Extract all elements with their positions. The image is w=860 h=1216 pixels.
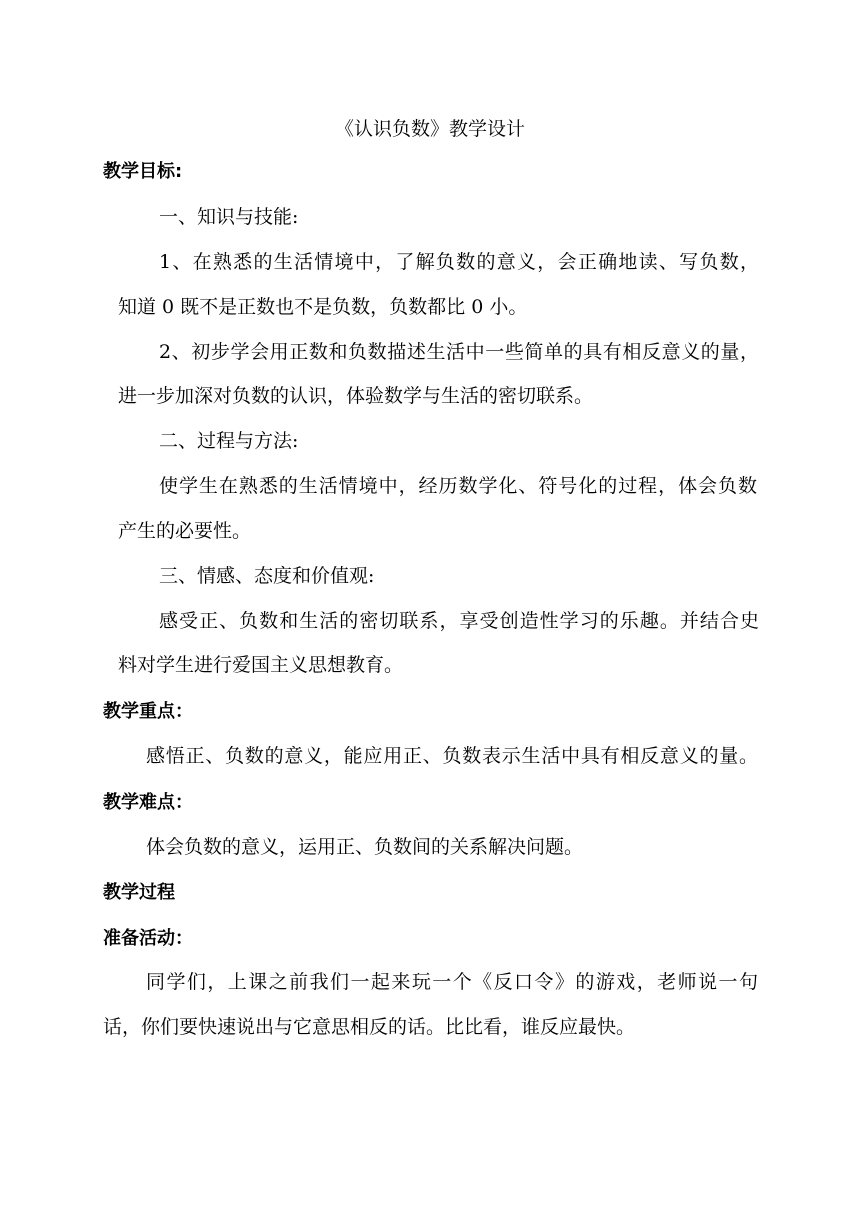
difficulty-heading: 教学难点：: [103, 792, 193, 813]
preparation-heading: 准备活动：: [103, 928, 193, 949]
knowledge-item-1-line-2: 知道 0 既不是正数也不是负数，负数都比 0 小。: [118, 296, 528, 318]
preparation-line-2: 话，你们要快速说出与它意思相反的话。比比看，谁反应最快。: [103, 1016, 636, 1038]
key-points-heading: 教学重点：: [103, 701, 193, 722]
knowledge-item-2-line-2: 进一步加深对负数的认识，体验数学与生活的密切联系。: [118, 385, 594, 407]
knowledge-item-2-line-1: 2、初步学会用正数和负数描述生活中一些简单的具有相反意义的量，: [159, 341, 759, 363]
emotion-line-1: 感受正、负数和生活的密切联系，享受创造性学习的乐趣。并结合史: [159, 610, 759, 632]
emotion-heading: 三、情感、态度和价值观:: [159, 565, 375, 587]
process-method-line-2: 产生的必要性。: [118, 520, 252, 542]
difficulty-text: 体会负数的意义，运用正、负数间的关系解决问题。: [146, 836, 584, 858]
key-points-text: 感悟正、负数的意义，能应用正、负数表示生活中具有相反意义的量。: [146, 745, 758, 767]
process-method-heading: 二、过程与方法:: [159, 430, 299, 452]
emotion-line-2: 料对学生进行爱国主义思想教育。: [118, 654, 404, 676]
document-title: 《认识负数》教学设计: [334, 118, 525, 140]
goals-heading: 教学目标:: [103, 161, 183, 182]
knowledge-heading: 一、知识与技能:: [159, 206, 299, 228]
preparation-line-1: 同学们，上课之前我们一起来玩一个《反口令》的游戏，老师说一句: [146, 971, 758, 993]
process-method-line-1: 使学生在熟悉的生活情境中，经历数学化、符号化的过程，体会负数: [159, 475, 757, 497]
teaching-process-heading: 教学过程: [103, 882, 175, 903]
knowledge-item-1-line-1: 1、在熟悉的生活情境中，了解负数的意义，会正确地读、写负数，: [159, 251, 759, 273]
